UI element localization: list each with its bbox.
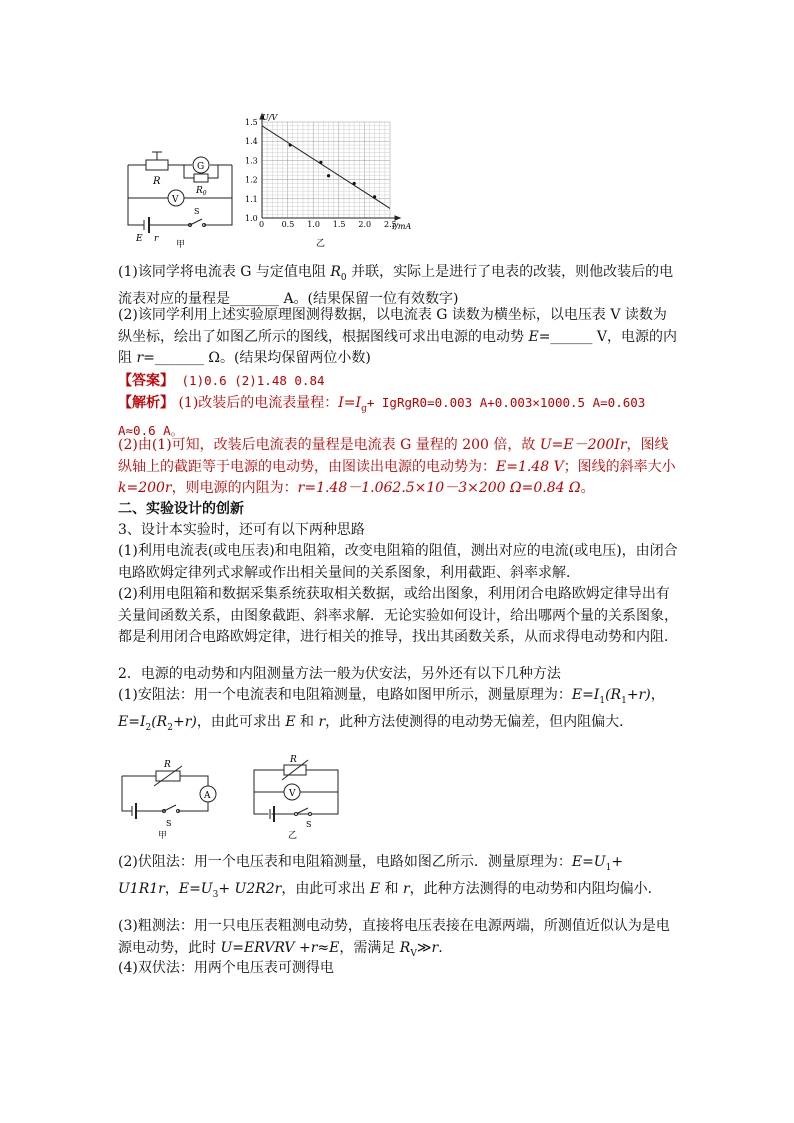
label-voltmeter-b: V xyxy=(289,789,296,799)
question-2: (2)该同学利用上述实验原理图测得数据，以电流表 G 读数为横坐标，以电压表 V 读数为纵坐标，绘出了如图乙所示的图线，根据图线可求出电源的电动势 E=______ V，电源的内阻 r=_______ Ω。(结果均保留两位小数) xyxy=(118,307,677,366)
question-1: (1)该同学将电流表 G 与定值电阻 $R_0$ 并联，实际上是进行了电表的改装，则他改装后的电流表对应的量程是_______ A。(结果保留一位有效数字) xyxy=(118,264,674,308)
chart-tick-labels xyxy=(245,118,397,229)
label-r-b: R xyxy=(290,755,297,765)
label-voltmeter: V xyxy=(172,195,179,205)
s3-point-1: (1)利用电流表(或电压表)和电阻箱，改变电阻箱的阻值，测出对应的电流(或电压)，由闭合电路欧姆定律列式求解或作出相关量间的关系图象，利用截距、斜率求解． xyxy=(118,543,678,581)
label-r-a: R xyxy=(164,760,171,770)
section-heading-2: 二、实验设计的创新 xyxy=(118,501,244,517)
data-point xyxy=(319,161,322,164)
x-tick-label: 1.0 xyxy=(307,220,320,229)
label-ammeter: A xyxy=(204,791,211,801)
label-s-a: S xyxy=(166,819,172,828)
x-tick-label: 2.0 xyxy=(358,220,372,229)
caption-mid-yi: 乙 xyxy=(288,831,298,841)
s3-point-2: (2)利用电阻箱和数据采集系统获取相关数据，或给出图象，利用闭合电路欧姆定律导出有关量间函数关系，由图象截距、斜率求解．无论实验如何设计，给出哪两个量的关系图象，都是利用闭合电路欧姆定律，进行相关的推导，找出其函数关系，从而求得电动势和内阻． xyxy=(118,586,678,645)
label-galvanometer: G xyxy=(197,162,205,172)
method-3: (3)粗测法：用一只电压表粗测电动势，直接将电压表接在电源两端，所测值近似认为是电源电动势，此时 U=ERVRV +r≈E，需满足 $R_V≫r$. xyxy=(118,918,670,959)
y-axis-label: U/V xyxy=(262,113,278,122)
y-tick-label: 1.5 xyxy=(245,118,258,127)
x-tick-label: 2.5 xyxy=(384,220,397,229)
analysis-2: (2)由(1)可知，改装后电流表的量程是电流表 G 量程的 200 倍，故 U=E－200Ir，图线纵轴上的截距等于电源的电动势，由图读出电源的电动势为：E=1.48 V；图线的斜率大小 k=200r，则电源的内阻为：r=1.48－1.062.5×10－3×200 Ω=0.84 Ω。 xyxy=(118,437,676,496)
y-tick-label: 1.3 xyxy=(245,156,258,166)
chart-grid xyxy=(262,122,390,218)
label-switch: S xyxy=(194,207,200,216)
label-r-var: R xyxy=(153,176,161,187)
caption-yi: 乙 xyxy=(316,239,326,249)
analysis-1: 【解析】 (1)改装后的电流表量程：$I=I_g+$ IgRgR0=0.003 A+0.003×1000.5 A=0.603 A≈0.6 A。 xyxy=(118,395,646,439)
circuit-diagram-ammeter xyxy=(118,756,218,841)
r0-symbol: R xyxy=(330,264,341,280)
label-emf: E xyxy=(136,234,143,244)
y-tick-label: 1.2 xyxy=(245,175,258,185)
chart-marks xyxy=(262,126,390,209)
label-r0: $R_0$ xyxy=(196,186,207,197)
y-tick-label: 1.0 xyxy=(245,214,258,223)
data-point xyxy=(289,143,292,146)
data-point xyxy=(353,182,356,185)
method-4: (4)双伏法：用两个电压表可测得电 xyxy=(118,960,334,976)
x-tick-label: 0.5 xyxy=(281,220,295,229)
method-1: (1)安阻法：用一个电流表和电阻箱测量，电路如图甲所示，测量原理为：$E=I_1(R_1+r)$，$E=I_2(R_2+r)$，由此可求出 E 和 r，此种方法使测得的电动势无偏差，但内阻偏大． xyxy=(118,687,665,734)
caption-jia: 甲 xyxy=(176,240,186,250)
method-2: (2)伏阻法：用一个电压表和电阻箱测量，电路如图乙所示．测量原理为：$E=U_1+ U1R1r$，$E=U_3+ U2R2r$，由此可求出 E 和 r，此种方法测得的电动势和内阻均偏小． xyxy=(118,854,662,901)
fit-line xyxy=(262,126,390,209)
x-axis-label: I/mA xyxy=(392,222,412,231)
caption-mid-jia: 甲 xyxy=(158,831,168,841)
s3-title: 3、设计本实验时，还可有以下两种思路 xyxy=(118,522,365,538)
x-tick-label: 0 xyxy=(259,220,265,229)
circuit-diagram-voltmeter xyxy=(248,752,348,842)
circuit-diagram-jia xyxy=(122,140,242,250)
y-tick-label: 1.4 xyxy=(245,137,258,147)
label-internal-r: r xyxy=(154,234,159,244)
label-s-b: S xyxy=(306,820,312,829)
s2-title: 2．电源的电动势和内阻测量方法一般为伏安法，另外还有以下几种方法 xyxy=(118,666,561,682)
ui-graph-yi xyxy=(240,110,420,250)
y-tick-label: 1.1 xyxy=(245,194,258,204)
answer-line: 【答案】 (1)0.6 (2)1.48 0.84 xyxy=(118,373,325,389)
data-point xyxy=(327,174,330,177)
x-tick-label: 1.5 xyxy=(332,220,346,229)
data-point xyxy=(373,195,376,198)
